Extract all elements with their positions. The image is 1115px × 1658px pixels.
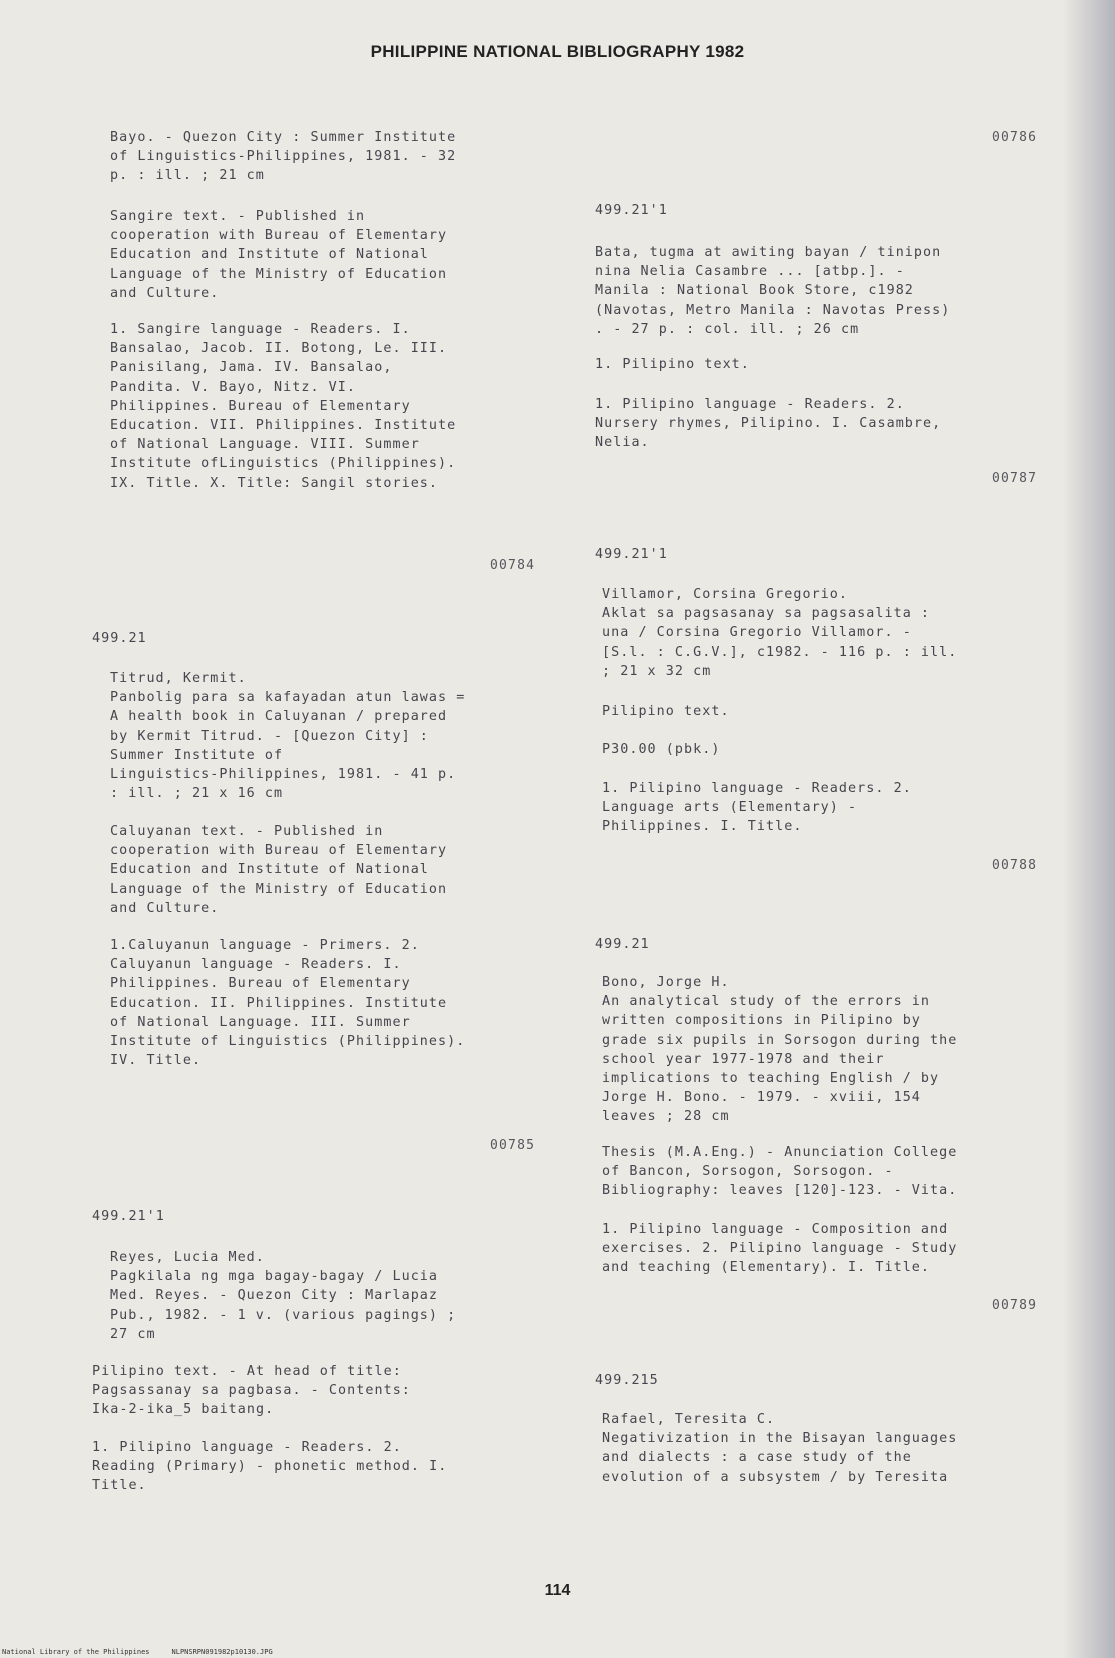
entry-subjects: 1. Pilipino language - Composition and exercises. 2. Pilipino language - Study and teaching (Elementary). I. Title. <box>602 1222 958 1276</box>
entry-number: 00785 <box>490 1138 536 1153</box>
page-edge-shadow <box>1063 0 1115 1658</box>
entry-subjects: 1. Pilipino language - Readers. 2. Reading (Primary) - phonetic method. I. Title. <box>92 1440 448 1494</box>
entry-body: Bono, Jorge H. An analytical study of the errors in written compositions in Pilipino by grade six pupils in Sorsogon during the school year 1977-1978 and their implications to teaching English / by Jorge H. Bono. - 1979. - xviii, 154 leaves ; 28 cm <box>602 975 958 1125</box>
footer-library: National Library of the Philippines <box>2 1648 150 1656</box>
entry-number: 00786 <box>992 130 1038 145</box>
entry-class-number: 499.21 <box>92 631 147 646</box>
entry-body: Villamor, Corsina Gregorio. Aklat sa pagsasanay sa pagsasalita : una / Corsina Gregorio Villamor. - [S.l. : C.G.V.], c1982. - 116 p. : ill. ; 21 x 32 cm <box>602 587 958 679</box>
entry-continuation-subjects: 1. Sangire language - Readers. I. Bansalao, Jacob. II. Botong, Le. III. Panisilang, Jama. IV. Bansalao, Pandita. V. Bayo, Nitz. VI. Philippines. Bureau of Elementary Education. VII. Philippines. Institute of National Language. VIII. Summer Institute ofLinguistics (Philippines). IX. Title. X. Title: Sangil stories. <box>110 322 457 491</box>
entry-price: P30.00 (pbk.) <box>602 742 721 757</box>
entry-class-number: 499.215 <box>595 1373 659 1388</box>
entry-body: Rafael, Teresita C. Negativization in the Bisayan languages and dialects : a case study of the evolution of a subsystem / by Teresita <box>602 1412 958 1485</box>
entry-class-number: 499.21'1 <box>92 1209 165 1224</box>
entry-subjects: 1. Pilipino language - Readers. 2. Nursery rhymes, Pilipino. I. Casambre, Nelia. <box>595 397 942 451</box>
entry-number: 00789 <box>992 1298 1038 1313</box>
entry-body: Reyes, Lucia Med. Pagkilala ng mga bagay-bagay / Lucia Med. Reyes. - Quezon City : Marlapaz Pub., 1982. - 1 v. (various pagings) ; 27 cm <box>110 1250 457 1342</box>
entry-number: 00787 <box>992 471 1038 486</box>
entry-note: Pilipino text. <box>602 704 730 719</box>
entry-subjects: 1. Pilipino language - Readers. 2. Language arts (Elementary) - Philippines. I. Title. <box>602 781 912 835</box>
page-number: 114 <box>544 1582 571 1599</box>
footer-filename: NLPNSRPN091982p10130.JPG <box>171 1648 273 1656</box>
scan-footer <box>2 1648 295 1656</box>
entry-note: Thesis (M.A.Eng.) - Anunciation College of Bancon, Sorsogon, Sorsogon. - Bibliography: leaves [120]-123. - Vita. <box>602 1145 958 1199</box>
entry-note: 1. Pilipino text. <box>595 357 750 372</box>
entry-body: Titrud, Kermit. Panbolig para sa kafayadan atun lawas = A health book in Caluyanan / prepared by Kermit Titrud. - [Quezon City] : Summer Institute of Linguistics-Philippines, 1981. - 41 p. : ill. ; 21 x 16 cm <box>110 671 466 802</box>
entry-note: Pilipino text. - At head of title: Pagsassanay sa pagbasa. - Contents: Ika-2-ika_5 baitang. <box>92 1364 411 1418</box>
entry-subjects: 1.Caluyanun language - Primers. 2. Caluyanun language - Readers. I. Philippines. Bureau of Elementary Education. II. Philippines. Institute of National Language. III. Summer Institute of Linguistics (Philippines). IV. Title. <box>110 938 466 1069</box>
entry-number: 00784 <box>490 558 536 573</box>
entry-continuation-note: Sangire text. - Published in cooperation with Bureau of Elementary Education and Institute of National Language of the Ministry of Education and Culture. <box>110 209 448 301</box>
entry-class-number: 499.21'1 <box>595 203 668 218</box>
entry-class-number: 499.21 <box>595 937 650 952</box>
entry-body: Bata, tugma at awiting bayan / tinipon nina Nelia Casambre ... [atbp.]. - Manila : National Book Store, c1982 (Navotas, Metro Manila : Navotas Press) . - 27 p. : col. ill. ; 26 cm <box>595 245 951 337</box>
entry-note: Caluyanan text. - Published in cooperation with Bureau of Elementary Education and Institute of National Language of the Ministry of Education and Culture. <box>110 824 448 916</box>
entry-number: 00788 <box>992 858 1038 873</box>
page-header: PHILIPPINE NATIONAL BIBLIOGRAPHY 1982 <box>370 42 745 61</box>
entry-continuation-imprint: Bayo. - Quezon City : Summer Institute of Linguistics-Philippines, 1981. - 32 p. : ill. ; 21 cm <box>110 130 457 184</box>
entry-class-number: 499.21'1 <box>595 547 668 562</box>
